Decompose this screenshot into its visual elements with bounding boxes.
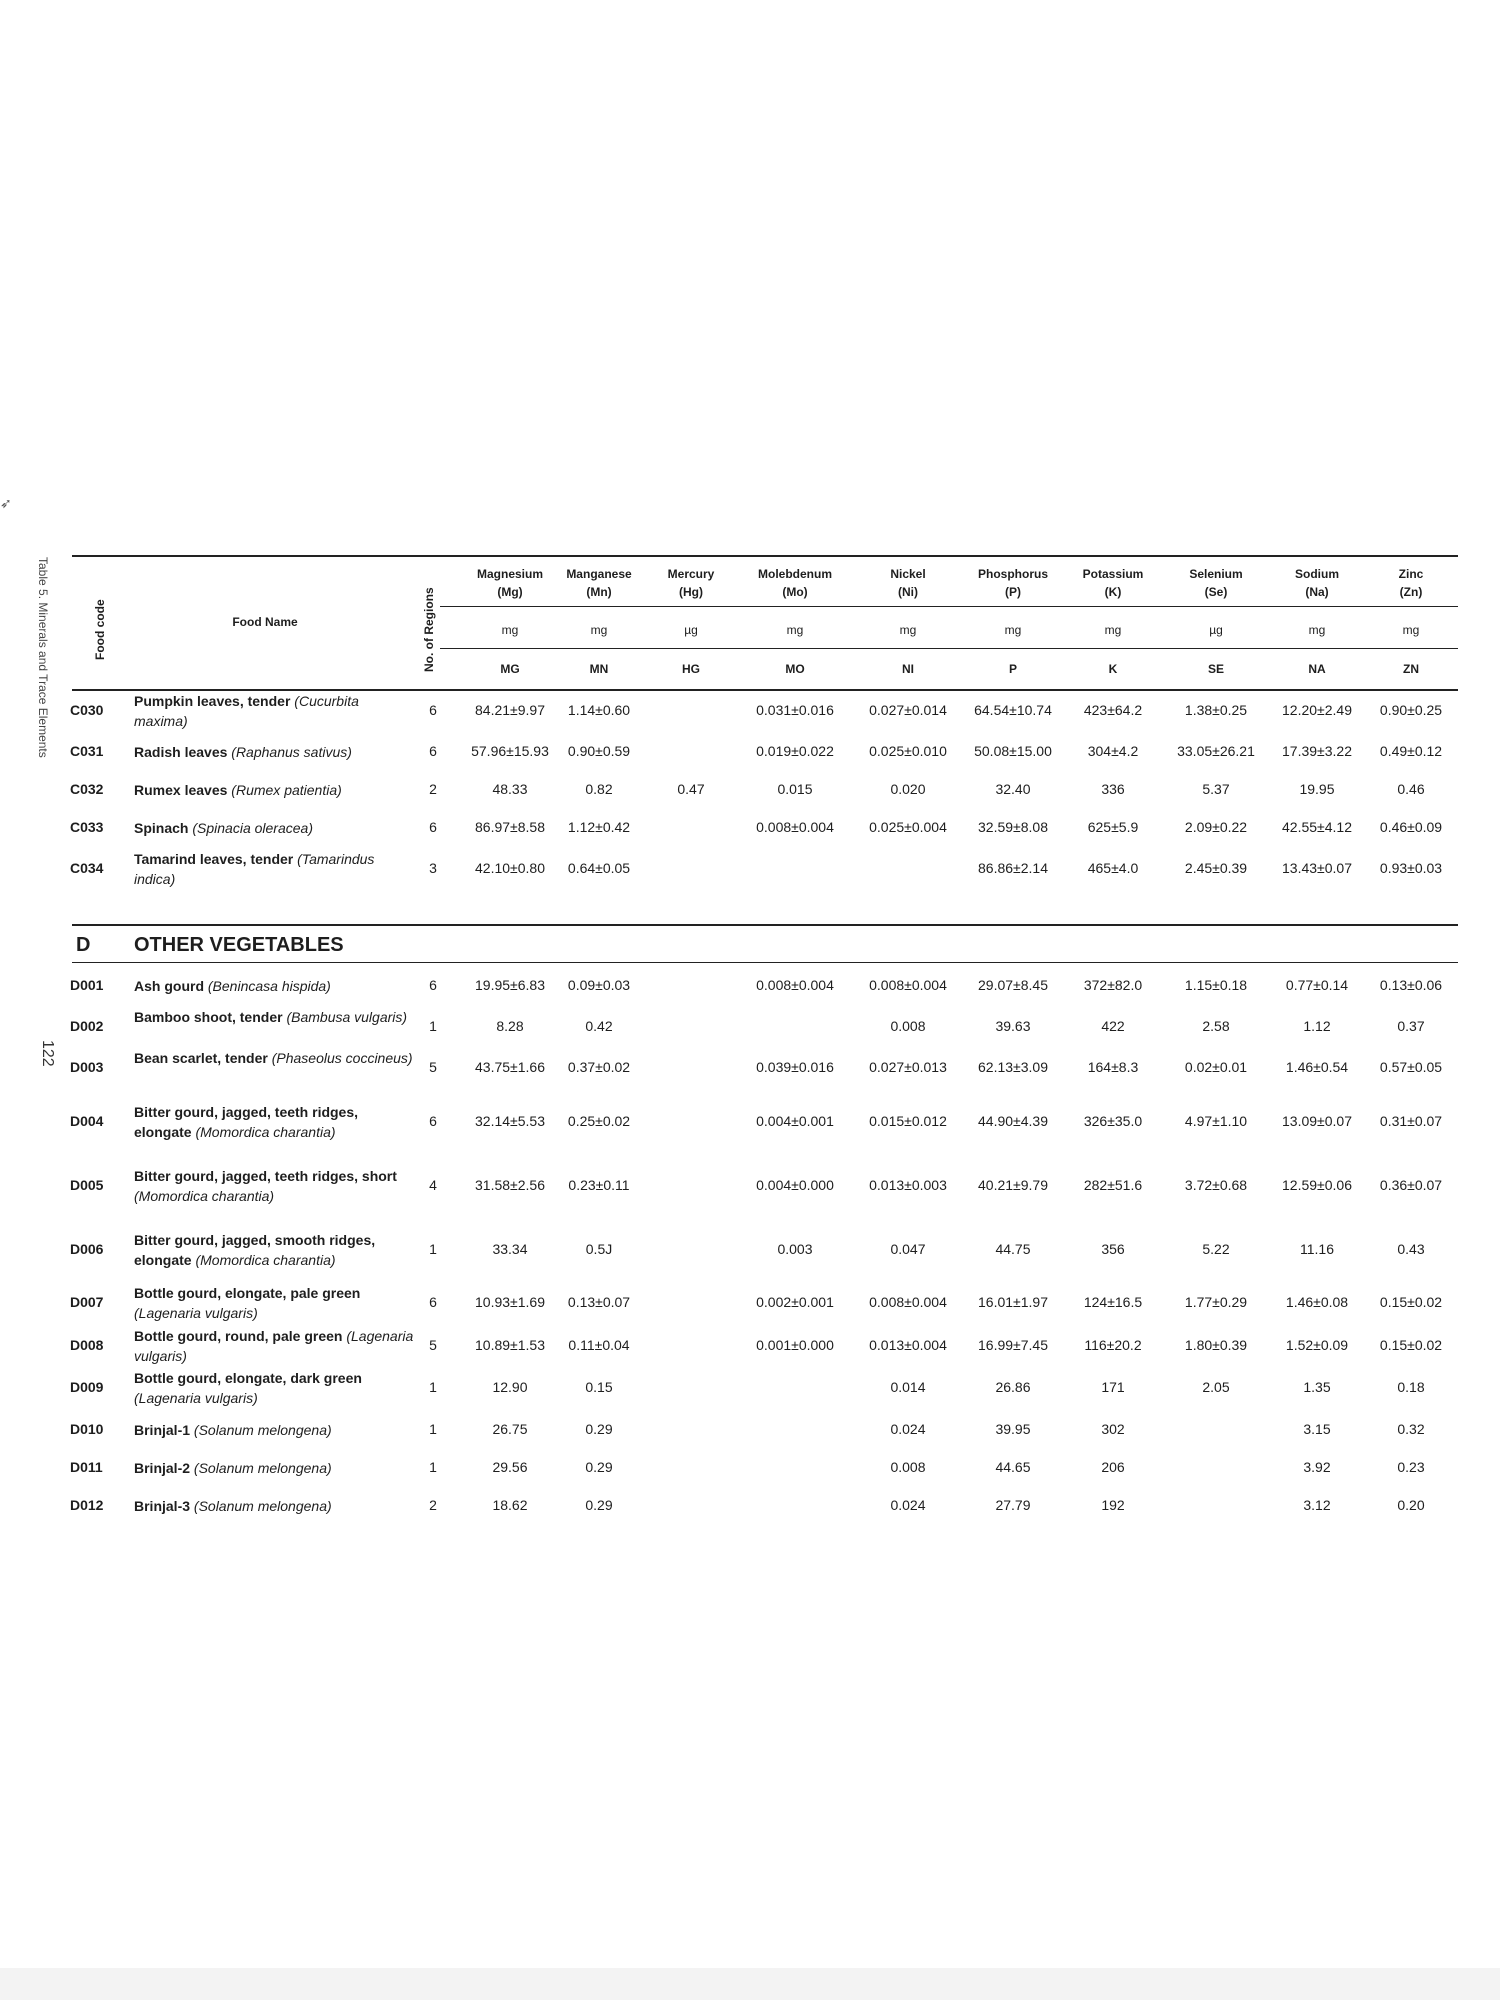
food-name [134, 1496, 414, 1516]
column-header-unit: mg [1104, 623, 1122, 637]
table-cell: 0.015 [777, 781, 813, 797]
table-cell: 356 [1101, 1241, 1125, 1257]
column-header-unit: mg [1004, 623, 1022, 637]
table-cell: 3.12 [1303, 1497, 1331, 1513]
section-letter: D [76, 934, 91, 956]
table-cell: 0.29 [585, 1497, 613, 1513]
table-cell: 336 [1101, 781, 1125, 797]
regions-value: 4 [429, 1177, 437, 1193]
table-cell: 0.93±0.03 [1379, 860, 1443, 876]
table-cell: 0.027±0.013 [869, 1059, 947, 1075]
food-name [134, 1166, 414, 1206]
column-header-name: Potassium [1082, 567, 1144, 581]
table-cell: 42.10±0.80 [475, 860, 545, 876]
food-name-scientific: (Momordica charantia) [195, 1252, 336, 1268]
table-cell: 0.13±0.07 [567, 1294, 631, 1310]
column-header-name: Zinc [1398, 567, 1424, 581]
table-cell: 5.37 [1202, 781, 1230, 797]
table-cell: 0.002±0.001 [756, 1294, 834, 1310]
table-cell: 0.014 [890, 1379, 926, 1395]
regions-value: 5 [429, 1337, 437, 1353]
table-cell: 1.12±0.42 [567, 819, 631, 835]
column-header-code: MO [785, 662, 805, 676]
food-code: D004 [70, 1113, 104, 1129]
food-name [134, 849, 414, 889]
regions-value: 6 [429, 819, 437, 835]
food-code-header: Food code [93, 599, 107, 660]
table-cell: 8.28 [496, 1018, 524, 1034]
table-cell: 64.54±10.74 [974, 702, 1052, 718]
table-cell: 0.15±0.02 [1379, 1337, 1443, 1353]
table-cell: 10.89±1.53 [475, 1337, 545, 1353]
table-cell: 164±8.3 [1087, 1059, 1139, 1075]
table-cell: 0.024 [890, 1497, 926, 1513]
table-cell: 0.008 [890, 1018, 926, 1034]
table-cell: 33.34 [492, 1241, 528, 1257]
table-cell: 1.14±0.60 [567, 702, 631, 718]
table-cell: 2.58 [1202, 1018, 1230, 1034]
table-cell: 48.33 [492, 781, 528, 797]
column-header-unit: mg [899, 623, 917, 637]
column-header-symbol: (K) [1104, 585, 1122, 599]
table-cell: 1.38±0.25 [1184, 702, 1248, 718]
food-name-main: Radish leaves [134, 744, 228, 760]
food-name-scientific: (Solanum melongena) [193, 1460, 332, 1476]
table-cell: 0.020 [890, 781, 926, 797]
table-cell: 16.99±7.45 [978, 1337, 1048, 1353]
table-cell: 5.22 [1202, 1241, 1230, 1257]
table-cell: 26.75 [492, 1421, 528, 1437]
column-header-symbol: (Se) [1204, 585, 1228, 599]
table-cell: 0.015±0.012 [869, 1113, 947, 1129]
food-name-scientific: (Lagenaria vulgaris) [134, 1390, 258, 1406]
table-cell: 0.46 [1397, 781, 1425, 797]
table-cell: 10.93±1.69 [475, 1294, 545, 1310]
table-cell: 0.90±0.25 [1379, 702, 1443, 718]
table-cell: 0.29 [585, 1459, 613, 1475]
table-cell: 0.008±0.004 [869, 1294, 947, 1310]
table-cell: 43.75±1.66 [475, 1059, 545, 1075]
regions-value: 3 [429, 860, 437, 876]
table-cell: 44.75 [995, 1241, 1031, 1257]
food-name [134, 1368, 414, 1408]
table-cell: 0.37 [1397, 1018, 1425, 1034]
table-cell: 304±4.2 [1087, 743, 1139, 759]
food-name-scientific: (Cucurbita maxima) [134, 693, 359, 729]
column-header-code: MN [589, 662, 609, 676]
food-code: D002 [70, 1018, 104, 1034]
column-header-name: Sodium [1295, 567, 1339, 581]
table-cell: 423±64.2 [1083, 702, 1143, 718]
regions-value: 1 [429, 1018, 437, 1034]
table-cell: 0.02±0.01 [1184, 1059, 1248, 1075]
table-cell: 282±51.6 [1083, 1177, 1143, 1193]
section-title: OTHER VEGETABLES [134, 934, 344, 956]
table-cell: 0.25±0.02 [567, 1113, 631, 1129]
food-name [134, 1230, 414, 1270]
column-header-symbol: (Mn) [586, 585, 612, 599]
table-cell: 1.46±0.54 [1285, 1059, 1349, 1075]
table-cell: 29.07±8.45 [978, 977, 1048, 993]
food-name [134, 691, 414, 731]
table-cell: 0.15 [585, 1379, 613, 1395]
table-cell: 2.45±0.39 [1184, 860, 1248, 876]
column-header-unit: mg [1402, 623, 1420, 637]
food-name [134, 1326, 414, 1366]
table-cell: 0.82 [585, 781, 613, 797]
table-cell: 44.65 [995, 1459, 1031, 1475]
table-cell: 0.46±0.09 [1379, 819, 1443, 835]
food-code: C033 [70, 819, 104, 835]
regions-header: No. of Regions [422, 587, 436, 672]
table-cell: 302 [1101, 1421, 1125, 1437]
section-rule-bottom [72, 962, 1458, 963]
table-cell: 50.08±15.00 [974, 743, 1052, 759]
table-cell: 0.32 [1397, 1421, 1425, 1437]
table-cell: 32.59±8.08 [978, 819, 1048, 835]
table-cell: 1.46±0.08 [1285, 1294, 1349, 1310]
column-header-name: Nickel [890, 567, 926, 581]
regions-value: 6 [429, 1113, 437, 1129]
table-cell: 86.97±8.58 [475, 819, 545, 835]
table-cell: 16.01±1.97 [978, 1294, 1048, 1310]
food-name-main: Brinjal-3 [134, 1498, 191, 1514]
table-cell: 0.13±0.06 [1379, 977, 1443, 993]
food-code: D005 [70, 1177, 104, 1193]
table-cell: 32.14±5.53 [475, 1113, 545, 1129]
food-code: D010 [70, 1421, 104, 1437]
table-cell: 0.15±0.02 [1379, 1294, 1443, 1310]
table-cell: 2.05 [1202, 1379, 1230, 1395]
food-name [134, 1007, 414, 1027]
table-cell: 0.008±0.004 [756, 819, 834, 835]
food-name-main: Rumex leaves [134, 782, 228, 798]
column-header-unit: mg [590, 623, 608, 637]
food-name-scientific: (Raphanus sativus) [231, 744, 352, 760]
table-cell: 0.47 [677, 781, 705, 797]
column-header-name: Selenium [1189, 567, 1243, 581]
food-name-main: Brinjal-1 [134, 1422, 191, 1438]
table-cell: 116±20.2 [1084, 1337, 1142, 1353]
table-cell: 11.16 [1300, 1241, 1334, 1257]
food-code: C034 [70, 860, 104, 876]
food-name-scientific: (Rumex patientia) [231, 782, 342, 798]
food-code: D008 [70, 1337, 104, 1353]
table-cell: 0.20 [1397, 1497, 1425, 1513]
food-name [134, 742, 414, 762]
food-code: C032 [70, 781, 104, 797]
table-cell: 0.027±0.014 [869, 702, 947, 718]
column-header-symbol: (Ni) [898, 585, 918, 599]
regions-value: 6 [429, 743, 437, 759]
regions-value: 6 [429, 1294, 437, 1310]
table-cell: 0.23±0.11 [568, 1177, 630, 1193]
table-cell: 206 [1101, 1459, 1125, 1475]
food-code: D012 [70, 1497, 104, 1513]
food-name-main: Brinjal-2 [134, 1460, 191, 1476]
table-cell: 31.58±2.56 [475, 1177, 545, 1193]
table-cell: 62.13±3.09 [978, 1059, 1048, 1075]
table-cell: 0.039±0.016 [756, 1059, 834, 1075]
column-header-unit: mg [501, 623, 519, 637]
food-name-main: Bottle gourd, round, pale green [134, 1328, 343, 1344]
column-header-code: HG [682, 662, 700, 676]
food-name [134, 1048, 414, 1068]
table-cell: 0.57±0.05 [1379, 1059, 1443, 1075]
table-cell: 29.56 [492, 1459, 528, 1475]
header-rule-1 [440, 606, 1458, 607]
regions-value: 2 [429, 1497, 437, 1513]
food-name-scientific: (Lagenaria vulgaris) [134, 1328, 414, 1364]
table-cell: 0.019±0.022 [756, 743, 834, 759]
table-cell: 1.77±0.29 [1184, 1294, 1248, 1310]
food-name [134, 976, 414, 996]
column-header-unit: mg [786, 623, 804, 637]
table-cell: 39.63 [995, 1018, 1031, 1034]
food-name-scientific: (Momordica charantia) [195, 1124, 336, 1140]
food-name-main: Bamboo shoot, tender [134, 1009, 283, 1025]
table-cell: 0.77±0.14 [1285, 977, 1349, 993]
table-cell: 12.59±0.06 [1282, 1177, 1352, 1193]
table-cell: 422 [1101, 1018, 1125, 1034]
column-header-code: NI [902, 662, 914, 676]
table-cell: 27.79 [995, 1497, 1031, 1513]
food-code: D001 [70, 977, 104, 993]
column-header-symbol: (Mg) [497, 585, 523, 599]
table-cell: 40.21±9.79 [978, 1177, 1048, 1193]
table-cell: 0.37±0.02 [567, 1059, 631, 1075]
table-cell: 3.92 [1303, 1459, 1331, 1475]
column-header-unit: µg [1209, 623, 1223, 637]
regions-value: 1 [429, 1241, 437, 1257]
food-name-scientific: (Benincasa hispida) [207, 978, 331, 994]
table-cell: 0.42 [585, 1018, 613, 1034]
table-cell: 0.11±0.04 [568, 1337, 630, 1353]
table-cell: 0.5J [585, 1241, 613, 1257]
table-cell: 42.55±4.12 [1282, 819, 1352, 835]
table-cell: 0.025±0.004 [869, 819, 947, 835]
table-cell: 33.05±26.21 [1177, 743, 1255, 759]
table-top-rule [72, 555, 1458, 557]
table-cell: 13.09±0.07 [1282, 1113, 1352, 1129]
table-cell: 32.40 [995, 781, 1031, 797]
table-cell: 2.09±0.22 [1184, 819, 1248, 835]
table-cell: 1.15±0.18 [1184, 977, 1248, 993]
margin-mark-icon: ➶ [0, 495, 12, 511]
column-header-code: NA [1308, 662, 1326, 676]
column-header-code: P [1008, 662, 1017, 676]
table-cell: 19.95±6.83 [475, 977, 545, 993]
column-header-code: SE [1207, 662, 1224, 676]
column-header-name: Mercury [667, 567, 715, 581]
food-name-main: Bottle gourd, elongate, dark green [134, 1370, 362, 1386]
column-header-name: Manganese [566, 567, 632, 581]
table-cell: 0.36±0.07 [1379, 1177, 1443, 1193]
column-header-unit: µg [684, 623, 698, 637]
table-cell: 0.31±0.07 [1379, 1113, 1443, 1129]
table-cell: 0.031±0.016 [756, 702, 834, 718]
column-header-code: K [1108, 662, 1118, 676]
food-name [134, 1420, 414, 1440]
column-header-name: Phosphorus [977, 567, 1048, 581]
food-code: C031 [70, 743, 104, 759]
food-code: D009 [70, 1379, 104, 1395]
table-cell: 3.15 [1303, 1421, 1331, 1437]
table-cell: 19.95 [1299, 781, 1335, 797]
regions-value: 6 [429, 702, 437, 718]
food-name-main: Tamarind leaves, tender [134, 851, 294, 867]
regions-value: 6 [429, 977, 437, 993]
column-header-name: Molebdenum [758, 567, 832, 581]
table-caption: Table 5. Minerals and Trace Elements [36, 557, 50, 758]
table-cell: 44.90±4.39 [978, 1113, 1048, 1129]
table-cell: 57.96±15.93 [471, 743, 549, 759]
column-header-symbol: (Hg) [679, 585, 703, 599]
food-name [134, 1458, 414, 1478]
food-name [134, 1283, 414, 1323]
food-name-header: Food Name [232, 615, 298, 629]
food-code: D006 [70, 1241, 104, 1257]
table-cell: 625±5.9 [1087, 819, 1139, 835]
food-name [134, 1102, 414, 1142]
table-cell: 1.80±0.39 [1184, 1337, 1248, 1353]
section-rule-top [72, 924, 1458, 926]
table-cell: 0.18 [1397, 1379, 1425, 1395]
table-cell: 1.35 [1303, 1379, 1331, 1395]
food-name-main: Bitter gourd, jagged, smooth ridges, elongate [134, 1232, 376, 1268]
table-cell: 0.29 [585, 1421, 613, 1437]
table-cell: 12.90 [492, 1379, 528, 1395]
food-name-main: Bitter gourd, jagged, teeth ridges, short [134, 1168, 397, 1184]
table-cell: 0.001±0.000 [756, 1337, 834, 1353]
table-cell: 0.047 [890, 1241, 926, 1257]
food-name-scientific: (Bambusa vulgaris) [286, 1009, 408, 1025]
table-cell: 0.004±0.001 [756, 1113, 834, 1129]
table-cell: 26.86 [995, 1379, 1031, 1395]
table-cell: 0.09±0.03 [567, 977, 631, 993]
table-cell: 326±35.0 [1083, 1113, 1143, 1129]
food-name-main: Bean scarlet, tender [134, 1050, 268, 1066]
food-name-main: Ash gourd [134, 978, 204, 994]
column-header-code: MG [500, 662, 520, 676]
column-header-symbol: (Na) [1305, 585, 1329, 599]
table-cell: 0.003 [777, 1241, 813, 1257]
table-cell: 124±16.5 [1083, 1294, 1143, 1310]
food-name-scientific: (Phaseolus coccineus) [271, 1050, 413, 1066]
table-cell: 0.013±0.003 [869, 1177, 947, 1193]
food-code: D011 [70, 1459, 103, 1475]
table-cell: 0.025±0.010 [869, 743, 947, 759]
table-cell: 4.97±1.10 [1184, 1113, 1248, 1129]
table-cell: 372±82.0 [1083, 977, 1143, 993]
food-code: D003 [70, 1059, 104, 1075]
food-name [134, 780, 414, 800]
regions-value: 1 [429, 1379, 437, 1395]
food-name-scientific: (Solanum melongena) [193, 1498, 332, 1514]
table-cell: 0.64±0.05 [567, 860, 631, 876]
food-name-main: Spinach [134, 820, 189, 836]
column-header-symbol: (Mo) [782, 585, 808, 599]
column-header-symbol: (Zn) [1399, 585, 1423, 599]
table-cell: 192 [1101, 1497, 1125, 1513]
regions-value: 1 [429, 1459, 437, 1475]
table-cell: 1.12 [1303, 1018, 1331, 1034]
column-header-symbol: (P) [1005, 585, 1021, 599]
food-name-scientific: (Momordica charantia) [134, 1188, 275, 1204]
food-code: D007 [70, 1294, 104, 1310]
table-cell: 1.52±0.09 [1285, 1337, 1349, 1353]
header-rule-2 [440, 648, 1458, 649]
table-cell: 0.004±0.000 [756, 1177, 834, 1193]
table-cell: 0.024 [890, 1421, 926, 1437]
table-cell: 18.62 [492, 1497, 528, 1513]
table-cell: 13.43±0.07 [1282, 860, 1352, 876]
table-cell: 0.008 [890, 1459, 926, 1475]
table-cell: 3.72±0.68 [1184, 1177, 1248, 1193]
food-name-scientific: (Spinacia oleracea) [192, 820, 313, 836]
column-header-name: Magnesium [476, 567, 543, 581]
regions-value: 1 [429, 1421, 437, 1437]
bottom-strip [0, 1968, 1500, 2000]
food-name-main: Bitter gourd, jagged, teeth ridges, elongate [134, 1104, 359, 1140]
food-name-scientific: (Tamarindus indica) [134, 851, 375, 887]
table-cell: 0.49±0.12 [1379, 743, 1443, 759]
table-cell: 465±4.0 [1087, 860, 1139, 876]
table-cell: 171 [1101, 1379, 1125, 1395]
table-cell: 17.39±3.22 [1282, 743, 1352, 759]
table-cell: 84.21±9.97 [475, 702, 545, 718]
table-cell: 0.008±0.004 [869, 977, 947, 993]
food-code: C030 [70, 702, 104, 718]
table-cell: 12.20±2.49 [1282, 702, 1352, 718]
table-cell: 0.23 [1397, 1459, 1425, 1475]
page-number: 122 [39, 1040, 56, 1067]
table-cell: 0.90±0.59 [567, 743, 631, 759]
regions-value: 5 [429, 1059, 437, 1075]
table-cell: 0.43 [1397, 1241, 1425, 1257]
food-name-main: Pumpkin leaves, tender [134, 693, 291, 709]
table-cell: 0.008±0.004 [756, 977, 834, 993]
food-name-main: Bottle gourd, elongate, pale green [134, 1285, 361, 1301]
table-cell: 0.013±0.004 [869, 1337, 947, 1353]
column-header-unit: mg [1308, 623, 1326, 637]
food-name [134, 818, 414, 838]
regions-value: 2 [429, 781, 437, 797]
table-cell: 86.86±2.14 [978, 860, 1048, 876]
column-header-code: ZN [1403, 662, 1419, 676]
table-cell: 39.95 [995, 1421, 1031, 1437]
food-name-scientific: (Lagenaria vulgaris) [134, 1305, 258, 1321]
food-name-scientific: (Solanum melongena) [193, 1422, 332, 1438]
